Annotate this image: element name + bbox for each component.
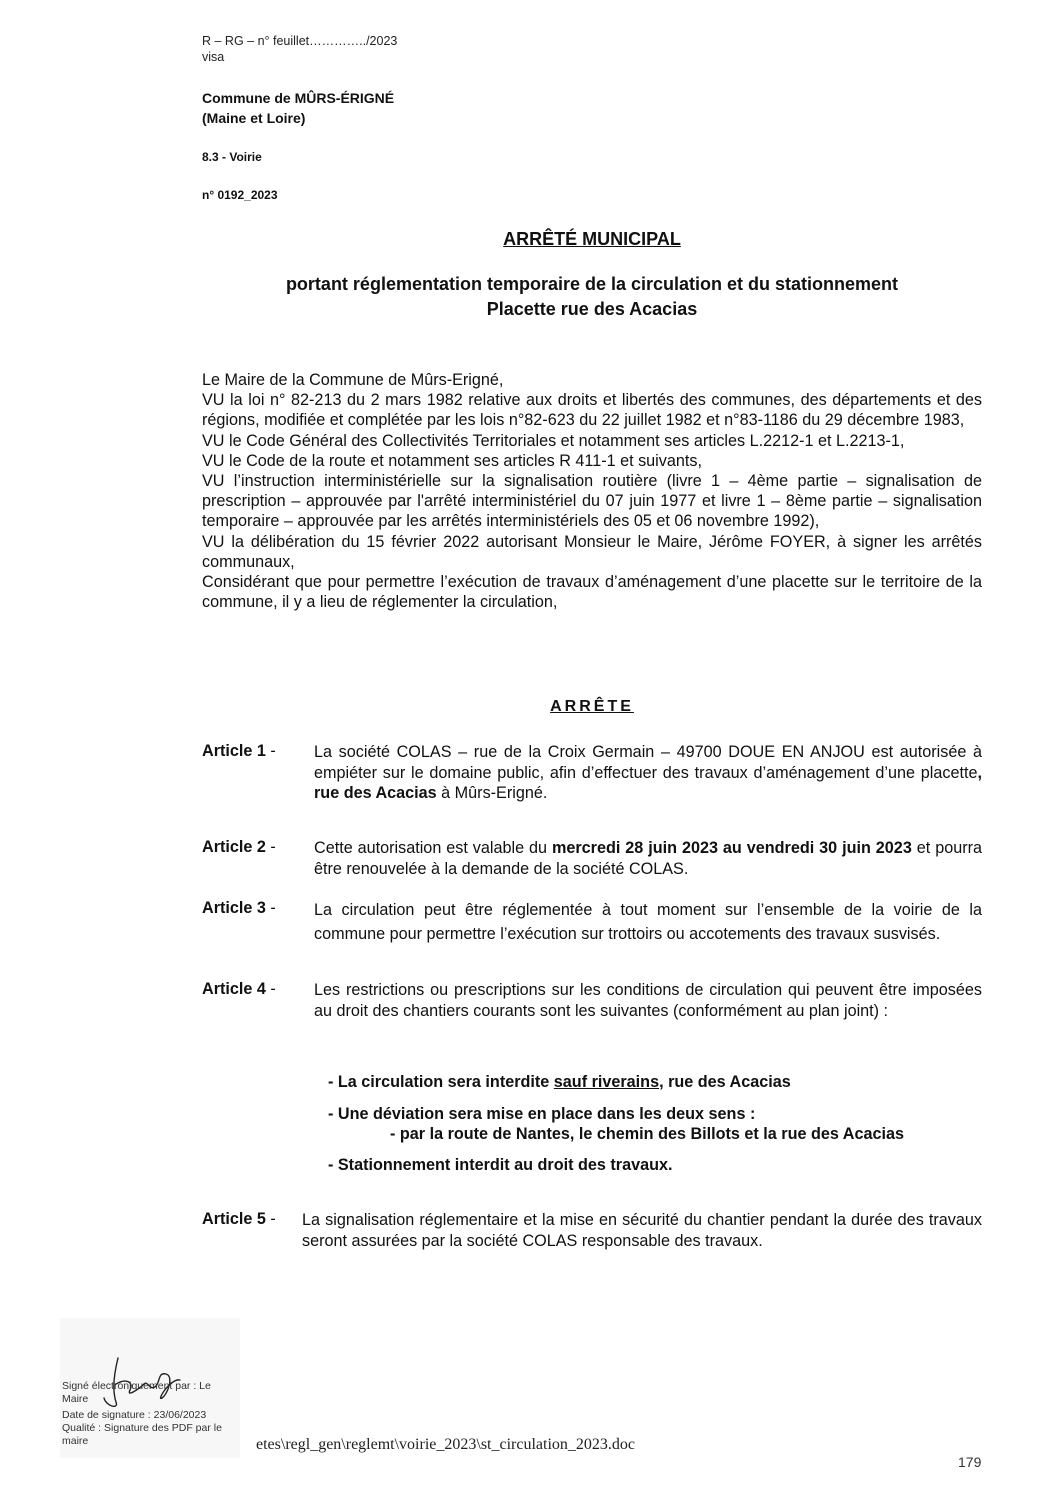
article-1-text [314, 742, 982, 804]
signature-date: Date de signature : 23/06/2023 [62, 1409, 207, 1421]
article-2-text [314, 838, 982, 879]
preamble-line: Considérant que pour permettre l’exécution de travaux d’aménagement d’une placette sur le territoire de la commune, il y a lieu de réglementer la circulation, [202, 573, 982, 612]
preamble-line: VU le Code Général des Collectivités Territoriales et notamment ses articles L.2212-1 et L.2213-1, [202, 431, 905, 450]
article-3-label [202, 899, 276, 918]
article-label-dash: - [265, 899, 276, 917]
category-label: 8.3 - Voirie [202, 150, 262, 164]
restriction-underlined: sauf riverains [553, 1073, 660, 1091]
restriction-item: - Une déviation sera mise en place dans les deux sens : [328, 1105, 756, 1123]
subtitle-line-2: Placette rue des Acacias [486, 299, 698, 319]
article-5-label [202, 1210, 276, 1229]
document-file-path: etes\regl_gen\reglemt\voirie_2023\st_circulation_2023.doc [256, 1436, 636, 1453]
preamble-line: VU la délibération du 15 février 2022 autorisant Monsieur le Maire, Jérôme FOYER, à signer les arrêtés communaux, [202, 532, 982, 571]
subtitle-line-1: portant réglementation temporaire de la circulation et du stationnement [285, 274, 899, 294]
restriction-text: - La circulation sera interdite [328, 1073, 554, 1091]
arrete-number: n° 0192_2023 [202, 188, 278, 202]
visa-label: visa [202, 50, 225, 64]
preamble [202, 370, 982, 612]
article-label-text: Article 1 [202, 742, 266, 760]
preamble-line: VU la loi n° 82-213 du 2 mars 1982 relative aux droits et libertés des communes, des départements et des régions, modifiée et complétée par les lois n°82-623 du 22 juillet 1982 et n°83-1186 du 29 décembre 1983, [202, 391, 982, 430]
article-label-dash: - [265, 1210, 276, 1228]
commune-department: (Maine et Loire) [202, 110, 306, 126]
article-label-dash: - [265, 838, 276, 856]
article-label-text: Article 5 [202, 1210, 266, 1228]
article-label-text: Article 3 [202, 899, 266, 917]
article-text-part: à Mûrs-Erigné. [436, 784, 548, 802]
arrete-heading: ARRÊTE [550, 698, 634, 715]
page-number: 179 [958, 1454, 982, 1470]
restriction-text: , rue des Acacias [659, 1073, 791, 1091]
article-text-part: et pourra être renouvelée à la demande de la société COLAS. [314, 839, 982, 878]
signature-quality: Qualité : Signature des PDF par le maire [62, 1422, 222, 1447]
article-text-bold: mercredi 28 juin 2023 au vendredi 30 juin 2023 [551, 839, 912, 857]
restriction-subitem: - par la route de Nantes, le chemin des Billots et la rue des Acacias [390, 1125, 904, 1143]
preamble-line: VU l’instruction interministérielle sur la signalisation routière (livre 1 – 4ème partie – signalisation de prescription – approuvée par l'arrêté interministériel du 07 juin 1977 et livre 1 – 8ème partie – signalisation temporaire – approuvée par les arrêtés interministériels des 05 et 06 novembre 1992), [202, 472, 982, 531]
article-4-label [202, 980, 276, 999]
article-label-text: Article 4 [202, 980, 266, 998]
preamble-line: VU le Code de la route et notamment ses articles R 411-1 et suivants, [202, 451, 702, 470]
article-label-dash: - [265, 742, 276, 760]
article-5-text: La signalisation réglementaire et la mise en sécurité du chantier pendant la durée des travaux seront assurées par la société COLAS responsable des travaux. [302, 1211, 982, 1250]
article-1-label [202, 742, 276, 761]
preamble-line: Le Maire de la Commune de Mûrs-Erigné, [202, 371, 504, 389]
article-3-text: La circulation peut être réglementée à tout moment sur l’ensemble de la voirie de la commune pour permettre l’exécution sur trottoirs ou accotements des travaux susvisés. [314, 901, 982, 943]
article-4-text: Les restrictions ou prescriptions sur les conditions de circulation qui peuvent être imposées au droit des chantiers courants sont les suivantes (conformément au plan joint) : [314, 981, 982, 1020]
commune-name: Commune de MÛRS-ÉRIGNÉ [202, 90, 395, 106]
article-text-part: Cette autorisation est valable du [314, 839, 552, 857]
restriction-item: - Stationnement interdit au droit des travaux. [328, 1156, 673, 1174]
feuillet-line: R – RG – n° feuillet…………../2023 [202, 34, 398, 48]
article-text-part: La société COLAS – rue de la Croix Germain – 49700 DOUE EN ANJOU est autorisée à empiéter sur le domaine public, afin d’effectuer des travaux d’aménagement d’une placette [314, 743, 982, 782]
article-label-dash: - [265, 980, 276, 998]
article-2-label [202, 838, 276, 857]
signature-signed-by: Signé électroniquement par : Le Maire [62, 1380, 211, 1405]
article-label-text: Article 2 [202, 838, 266, 856]
restriction-item [328, 1072, 791, 1092]
article-text-bold: , rue des Acacias [314, 763, 982, 802]
page-title: ARRÊTÉ MUNICIPAL [503, 229, 681, 249]
